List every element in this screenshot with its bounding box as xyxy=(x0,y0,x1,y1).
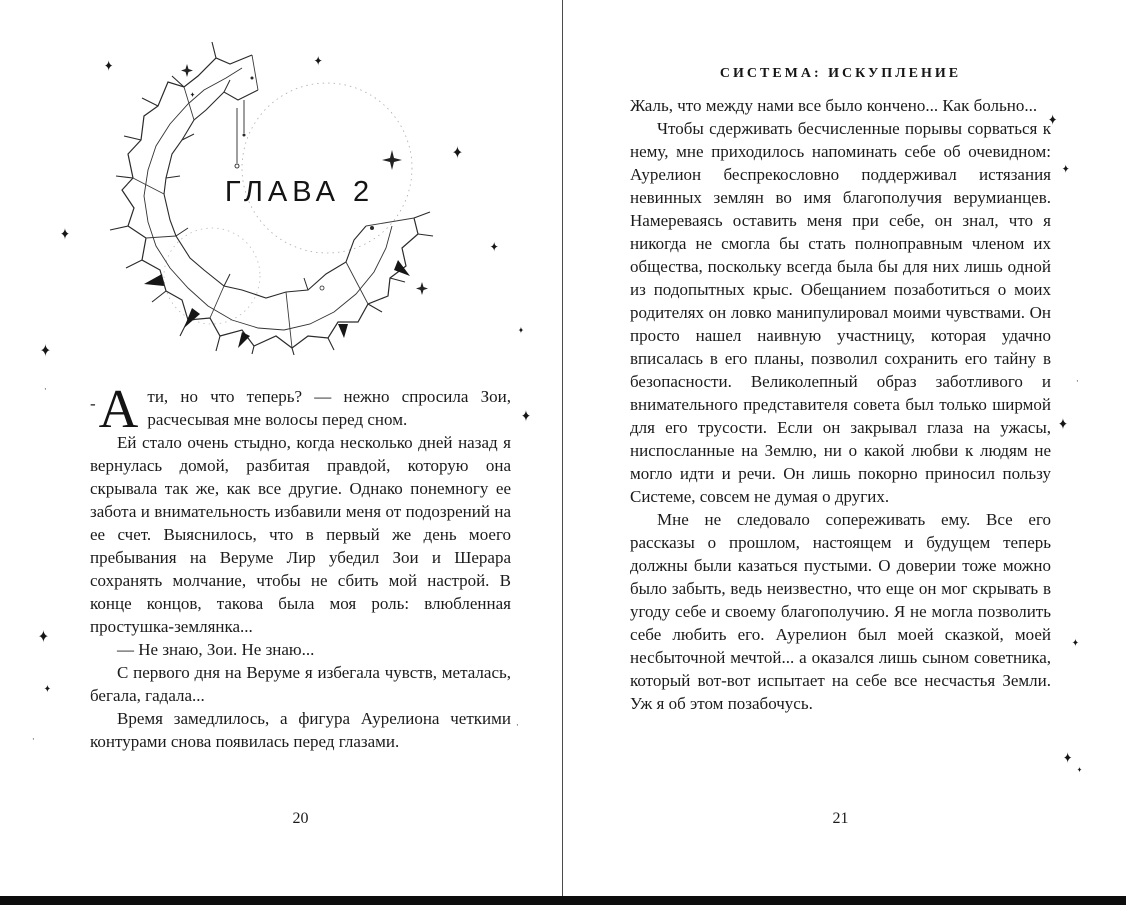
star-ornament: · xyxy=(1076,375,1079,388)
drop-cap xyxy=(90,378,139,439)
star-ornament: ✦ xyxy=(1077,766,1083,776)
paragraph: Мне не следовало сопереживать ему. Все его рассказы о прошлом, настоящем и будущем теперь должны были казаться пустыми. О доверии тоже можно было забыть, ведь неизвестно, что еще он мог скрывать в угоду себе и своему благополучию. Я не могла позволить себе любить его. Аурелион был моей сказкой, моей несбыточной мечтой... а оказался лишь сыном советника, который вот-вот испытает на себе все несчастья Земли. Уж я об этом позабочусь. xyxy=(630,510,1051,713)
paragraph: С первого дня на Веруме я избегала чувств, металась, бегала, гадала... xyxy=(90,663,511,705)
star-ornament: ✦ xyxy=(40,340,51,361)
star-ornament: ✦ xyxy=(44,683,51,696)
star-ornament: ✦ xyxy=(452,142,463,163)
paragraph: — Не знаю, Зои. Не знаю... xyxy=(117,640,315,659)
paragraph: Время замедлилось, а фигура Аурелиона четкими контурами снова появилась перед глазами. xyxy=(90,709,511,751)
star-ornament: ✦ xyxy=(1072,637,1079,650)
star-ornament: ✦ xyxy=(314,54,323,70)
bottom-edge-bar xyxy=(0,896,1126,905)
star-ornament: · xyxy=(44,383,47,396)
star-ornament: ✦ xyxy=(60,224,71,244)
star-ornament: · xyxy=(32,733,35,746)
page-right xyxy=(563,0,1126,896)
page-number-right: 21 xyxy=(832,810,849,827)
star-ornament: ✦ xyxy=(104,58,114,75)
chapter-ornament xyxy=(92,38,452,356)
star-ornament: ✦ xyxy=(490,240,499,256)
star-ornament: ✦ xyxy=(521,406,532,426)
star-ornament: · xyxy=(516,719,519,732)
star-ornament: ✦ xyxy=(1062,162,1070,176)
chapter-heading: ГЛАВА 2 xyxy=(224,176,375,208)
star-ornament: ✦ xyxy=(1058,414,1069,434)
star-ornament: ✦ xyxy=(1063,750,1073,767)
paragraph: Чтобы сдерживать бесчисленные порывы сорваться к нему, мне приходилось напоминать себе об очевидном: Аурелион беспрекословно поддерживал истязания невинных землян во имя благополучия верумианцев. Намереваясь оставить меня при себе, он знал, что я никогда не смогла бы стать полноправным членом их общества, поскольку всегда была бы для них лишь одной из подопытных крыс. Обещанием позаботиться о моих родителях он ловко манипулировал моими чувствами. Он просто нашел наивную участницу, которая удачно вписалась в его планы, позволил сохранить его тайну в безопасности. Великолепный образ заботливого и внимательного представителя совета был только ширмой для его трусости. Если он закрывал глаза на ужасы, ниспосланные на Землю, ни о какой любви к людям не могло идти и речи. Он лишь покорно приносил пользу Системе, совсем не думая о других. xyxy=(630,119,1051,506)
paragraph-opening xyxy=(90,378,511,439)
page-left xyxy=(0,0,562,896)
paragraph-continuation: Жаль, что между нами все было кончено... Как больно... xyxy=(630,96,1038,115)
star-ornament: ✦ xyxy=(518,325,524,337)
star-ornament: ✦ xyxy=(1048,112,1058,129)
dialogue-dash: - xyxy=(90,394,96,413)
paragraph: Ей стало очень стыдно, когда несколько дней назад я вернулась домой, разбитая правдой, которую она скрывала так же, как все другие. Однако понемногу ее забота и внимательность избавили меня от подозрений на ее счет. Выяснилось, что в первый же день моего пребывания на Веруме Лир убедил Зои и Шерара сохранять молчание, чтобы не сбить мой настрой. В конце концов, такова была моя роль: влюбленная простушка-землянка... xyxy=(90,433,511,636)
paragraph-text: ти, но что теперь? — нежно спросила Зои, расчесывая мне волосы перед сном. xyxy=(147,387,511,429)
left-page-text-block xyxy=(90,378,511,753)
right-page-text-block xyxy=(630,94,1051,715)
drop-cap-letter: А xyxy=(98,378,139,439)
page-number-left: 20 xyxy=(292,810,309,827)
star-ornament: ✦ xyxy=(38,626,49,647)
running-head-title: СИСТЕМА: ИСКУПЛЕНИЕ xyxy=(719,66,962,81)
star-ornament: ✦ xyxy=(190,91,196,101)
